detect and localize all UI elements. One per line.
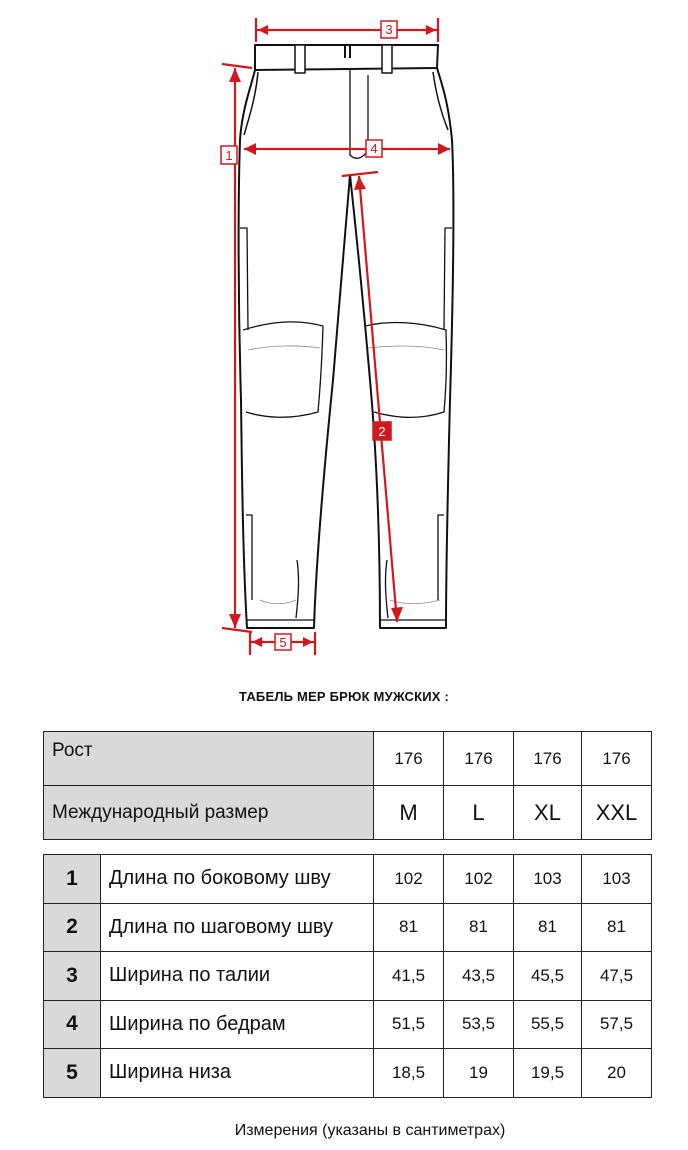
- measurement-name: Длина по шаговому шву: [101, 903, 374, 952]
- size-m: M: [374, 786, 444, 840]
- value-l: 102: [444, 855, 514, 904]
- value-xxl: 81: [582, 903, 652, 952]
- value-xxl: 47,5: [582, 952, 652, 1001]
- value-xxl: 103: [582, 855, 652, 904]
- svg-text:5: 5: [279, 635, 287, 650]
- height-xxl: 176: [582, 732, 652, 786]
- table-row: [44, 1049, 652, 1098]
- height-m: 176: [374, 732, 444, 786]
- value-xl: 55,5: [514, 1000, 582, 1049]
- value-xl: 103: [514, 855, 582, 904]
- value-xl: 81: [514, 903, 582, 952]
- size-xl: XL: [514, 786, 582, 840]
- value-m: 81: [374, 903, 444, 952]
- value-xxl: 20: [582, 1049, 652, 1098]
- value-m: 102: [374, 855, 444, 904]
- size-l: L: [444, 786, 514, 840]
- value-l: 81: [444, 903, 514, 952]
- measurement-name: Длина по боковому шву: [101, 855, 374, 904]
- svg-text:3: 3: [385, 22, 393, 37]
- height-xl: 176: [514, 732, 582, 786]
- value-xl: 45,5: [514, 952, 582, 1001]
- table-row: [44, 903, 652, 952]
- row-number: 4: [44, 1000, 101, 1049]
- value-xxl: 57,5: [582, 1000, 652, 1049]
- table-row: [44, 1000, 652, 1049]
- trousers-drawing: [239, 45, 454, 628]
- value-l: 43,5: [444, 952, 514, 1001]
- row-number: 1: [44, 855, 101, 904]
- label-1: [221, 146, 237, 164]
- size-header-table: [43, 731, 652, 840]
- table-title: ТАБЕЛЬ МЕР БРЮК МУЖСКИХ :: [239, 689, 449, 704]
- measurements-table: [43, 854, 652, 1098]
- value-m: 51,5: [374, 1000, 444, 1049]
- table-row: [44, 952, 652, 1001]
- label-2: [373, 422, 391, 440]
- table-row: [44, 855, 652, 904]
- svg-text:4: 4: [370, 141, 378, 156]
- label-3: [381, 21, 397, 38]
- svg-text:2: 2: [378, 424, 386, 439]
- height-label: Рост: [44, 732, 374, 786]
- size-row: [44, 786, 652, 840]
- value-xl: 19,5: [514, 1049, 582, 1098]
- row-number: 5: [44, 1049, 101, 1098]
- row-number: 3: [44, 952, 101, 1001]
- svg-text:1: 1: [225, 148, 233, 163]
- value-l: 19: [444, 1049, 514, 1098]
- measurement-labels: [221, 21, 397, 650]
- measurement-name: Ширина по бедрам: [101, 1000, 374, 1049]
- value-m: 18,5: [374, 1049, 444, 1098]
- height-row: [44, 732, 652, 786]
- row-number: 2: [44, 903, 101, 952]
- label-5: [275, 634, 291, 650]
- size-xxl: XXL: [582, 786, 652, 840]
- measurement-name: Ширина по талии: [101, 952, 374, 1001]
- value-l: 53,5: [444, 1000, 514, 1049]
- label-4: [366, 140, 382, 157]
- height-l: 176: [444, 732, 514, 786]
- size-label: Международный размер: [44, 786, 374, 840]
- measurement-name: Ширина низа: [101, 1049, 374, 1098]
- units-note: Измерения (указаны в сантиметрах): [234, 1122, 506, 1139]
- value-m: 41,5: [374, 952, 444, 1001]
